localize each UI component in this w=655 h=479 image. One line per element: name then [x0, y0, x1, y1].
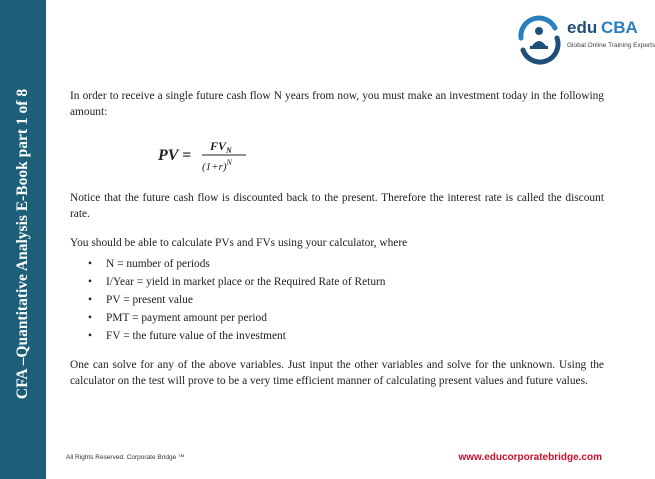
bullet-dot: • — [88, 258, 92, 270]
sidebar-title: CFA –Quantitative Analysis E-Book part 1 of 8 — [14, 88, 31, 400]
list-item-text: PMT = payment amount per period — [106, 312, 267, 324]
intro-paragraph: In order to receive a single future cash flow N years from now, you must make an investment today in the following amount: — [70, 90, 604, 118]
logo-edu-text: edu — [567, 18, 598, 37]
bullet-dot: • — [88, 294, 92, 306]
list-item-text: N = number of periods — [106, 258, 210, 270]
main-content — [70, 88, 604, 389]
closing-paragraph: One can solve for any of the above variables. Just input the other variables and solve for the unknown. Using the calculator on the test will prove to be a very time efficient manner of calculating present values and future values. — [70, 359, 604, 387]
formula-denominator-sup: N — [226, 158, 232, 167]
footer-url-link[interactable]: www.educorporatebridge.com — [458, 452, 602, 463]
calculator-intro: You should be able to calculate PVs and FVs using your calculator, where — [70, 237, 408, 249]
pv-formula — [70, 132, 604, 180]
bullet-dot: • — [88, 276, 92, 288]
variable-list — [70, 255, 604, 345]
formula-numerator — [209, 139, 233, 155]
list-item-text: I/Year = yield in market place or the Required Rate of Return — [106, 276, 386, 288]
notice-paragraph: Notice that the future cash flow is discounted back to the present. Therefore the interest rate is called the discount rate. — [70, 192, 604, 220]
list-item — [70, 327, 604, 345]
list-item — [70, 309, 604, 327]
list-item — [70, 255, 604, 273]
footer-rights: All Rights Reserved. Corporate Bridge ™ — [66, 454, 185, 461]
educba-logo — [515, 14, 655, 62]
bullet-dot: • — [88, 312, 92, 324]
formula-numerator-sub: N — [226, 146, 232, 155]
formula-denominator-main: (1+r) — [202, 161, 227, 173]
logo-tagline: Global Online Training Experts — [567, 42, 655, 49]
formula-numerator-main: FV — [210, 139, 227, 153]
sidebar-title-area — [0, 0, 46, 410]
logo-cba-text: CBA — [601, 18, 638, 37]
bullet-dot: • — [88, 330, 92, 342]
formula-denominator — [202, 158, 233, 173]
list-item-text: FV = the future value of the investment — [106, 330, 286, 342]
list-item — [70, 273, 604, 291]
list-item — [70, 291, 604, 309]
formula-lhs: PV = — [158, 147, 192, 164]
pv-formula-graphic — [158, 132, 298, 180]
list-item-text: PV = present value — [106, 294, 193, 306]
globe-person-icon — [515, 16, 563, 60]
